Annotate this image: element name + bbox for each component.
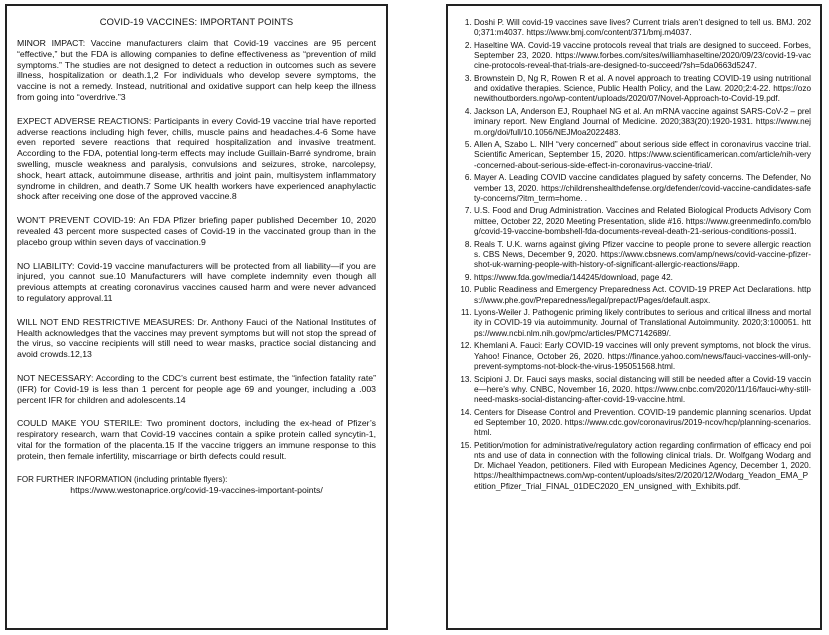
reference-item: 15. Petition/motion for administrative/regulatory action regarding confirmation of efficacy end points and use of data in connection with the following clinical trials. Dr. Wolfgang Wodarg and Dr. Michael Yeadon, petitioners. Filed with European Medicines Agency, December 1, 2020. https://healthimpactnews.com/wp-content/uploads/sites/2/2020/12/Wodarg_Yeadon_EMA_Petition_Pfizer_Trial_FINAL_01DEC2020_EN_unsigned_with_Exhibits.pdf. [474, 441, 811, 492]
reference-item: 14. Centers for Disease Control and Prevention. COVID-19 pandemic planning scenarios. Updated September 10, 2020. https://www.cdc.gov/coronavirus/2019-ncov/hcp/planning-scenarios.html. [474, 408, 811, 439]
reference-item: 5. Allen A, Szabo L. NIH “very concerned” about serious side effect in coronavirus vaccine trial. Scientific American, September 15, 2020. https://www.scientificamerican.com/article/nih-very-concerned-about-serious-side-effect-in-coronavirus-vaccine-trial/. [474, 140, 811, 171]
reference-item: 9. https://www.fda.gov/media/144245/download, page 42. [474, 273, 811, 283]
section-sterile: COULD MAKE YOU STERILE: Two prominent doctors, including the ex-head of Pfizer’s respiratory research, warn that Covid-19 vaccines contain a spike protein called syncytin-1, vital for the formation of the placenta.15 If the vaccine triggers an immune response to this protein, then female infertility, miscarriage or birth defects could result. [17, 418, 376, 461]
section-wont-prevent: WON’T PREVENT COVID-19: An FDA Pfizer briefing paper published December 10, 2020 revealed 43 percent more suspected cases of Covid-19 in the vaccinated group than in the placebo group within seven days of vaccination.9 [17, 215, 376, 247]
reference-item: 10. Public Readiness and Emergency Preparedness Act. COVID-19 PREP Act Declarations. https://www.phe.gov/Preparedness/legal/prepact/Pages/default.aspx. [474, 285, 811, 305]
reference-item: 7. U.S. Food and Drug Administration. Vaccines and Related Biological Products Advisory Committee, October 22, 2020 Meeting Presentation, slide #16. https://www.greenmedinfo.com/blog/covid-19-vaccine-bombshell-fda-documents-reveal-death-21-serious-conditions-possi1. [474, 206, 811, 237]
footer-label: FOR FURTHER INFORMATION (including printable flyers): [17, 474, 228, 484]
section-adverse-reactions: EXPECT ADVERSE REACTIONS: Participants in every Covid-19 vaccine trial have reported adverse reactions including high fever, chills, muscle pains and headaches.4-6 Some have even reported severe reactions that required hospitalization and invasive treatment. According to the FDA, potential long-term effects may include Guillain-Barré syndrome, brain swelling, muscle weakness and paralysis, convulsions and seizures, stroke, narcolepsy, shock, heart attack, autoimmune disease, arthritis and joint pain, multisystem inflammatory syndrome in children, and death.7 Some UK health workers have experienced anaphylactic shock after receiving one dose of the approved vaccine.8 [17, 115, 376, 202]
footer-url[interactable]: https://www.westonaprice.org/covid-19-vaccines-important-points/ [70, 484, 323, 495]
reference-item: 4. Jackson LA, Anderson EJ, Rouphael NG et al. An mRNA vaccine against SARS-CoV-2 – preliminary report. New England Journal of Medicine. 2020;383(20):1920-1931. https://www.nejm.org/doi/full/10.1056/NEJMoa2022483. [474, 107, 811, 138]
reference-item: 13. Scipioni J. Dr. Fauci says masks, social distancing will still be needed after a Covid-19 vaccine—here’s why. CNBC, November 16, 2020. https://www.cnbc.com/2020/11/16/fauci-why-still-need-masks-social-distancing-after-covid-19-vaccine.html. [474, 375, 811, 406]
reference-item: 6. Mayer A. Leading COVID vaccine candidates plagued by safety concerns. The Defender, November 13, 2020. https://childrenshealthdefense.org/defender/covid-vaccine-candidates-safety-concerns/?itm_term=home. . [474, 173, 811, 204]
reference-item: 2. Haseltine WA. Covid-19 vaccine protocols reveal that trials are designed to succeed. Forbes, September 23, 2020. https://www.forbes.com/sites/williamhaseltine/2020/09/23/covid-19-vaccine-protocols-reveal-that-trials-are-designed-to-succeed/?sh=5da0663d5247. [474, 41, 811, 72]
reference-item: 11. Lyons-Weiler J. Pathogenic priming likely contributes to serious and critical illness and mortality in COVID-19 via autoimmunity. Journal of Translational Autoimmunity. 2020;3:100051. https://www.ncbi.nlm.nih.gov/pmc/articles/PMC7142689/. [474, 308, 811, 339]
references-panel [446, 4, 822, 630]
reference-item: 12. Khemlani A. Fauci: Early COVID-19 vaccines will only prevent symptoms, not block the virus. Yahoo! Finance, October 26, 2020. https://finance.yahoo.com/news/fauci-vaccines-will-only-prevent-symptoms-not-block-the-virus-195051568.html. [474, 341, 811, 372]
section-minor-impact: MINOR IMPACT: Vaccine manufacturers claim that Covid-19 vaccines are 95 percent “effective,” but the FDA is allowing companies to define effectiveness as “prevention of mild symptoms.” The studies are not designed to detect a reduction in outcomes such as severe illness, hospitalization or death.1,2 For individuals who develop severe symptoms, the vaccine is not a remedy. Instead, nutritional and oxidative support can help keep the illness from going into “overdrive.”3 [17, 38, 376, 102]
page-title: COVID-19 VACCINES: IMPORTANT POINTS [99, 16, 294, 27]
reference-list [456, 18, 811, 492]
section-no-liability: NO LIABILITY: Covid-19 vaccine manufacturers will be protected from all liability—if you are injured, you cannot sue.10 Manufacturers will have complete indemnity even though all previous attempts at creating coronavirus vaccines caused harm and were never advanced to regulatory approval.11 [17, 260, 376, 303]
section-restrictive-measures: WILL NOT END RESTRICTIVE MEASURES: Dr. Anthony Fauci of the National Institutes of Health acknowledges that the vaccines may prevent symptoms but will not stop the spread of the virus, so vaccine recipients will still need to wear masks, practice social distancing and avoid crowds.12,13 [17, 316, 376, 360]
reference-item: 1. Doshi P. Will covid-19 vaccines save lives? Current trials aren’t designed to tell us. BMJ. 2020;371:m4037. https://www.bmj.com/content/371/bmj.m4037. [474, 18, 811, 38]
reference-item: 8. Reals T. U.K. warns against giving Pfizer vaccine to people prone to severe allergic reactions. CBS News, December 9, 2020. https://www.cbsnews.com/amp/news/covid-vaccine-pfizer-shot-uk-warning-people-with-history-of-significant-allergic-reactions/#app. [474, 240, 811, 271]
left-panel [5, 4, 388, 630]
section-not-necessary: NOT NECESSARY: According to the CDC’s current best estimate, the “infection fatality rate” (IFR) for Covid-19 is less than 1 percent for people age 69 and younger, including a .003 percent IFR for children and adolescents.14 [17, 372, 376, 405]
reference-item: 3. Brownstein D, Ng R, Rowen R et al. A novel approach to treating COVID-19 using nutritional and oxidative therapies. Science, Public Health Policy, and the Law. 2020;2:4-22. https://ozonewithoutborders.ngo/wp-content/uploads/2020/07/Novel-Approach-to-Covid-19.pdf. [474, 74, 811, 105]
